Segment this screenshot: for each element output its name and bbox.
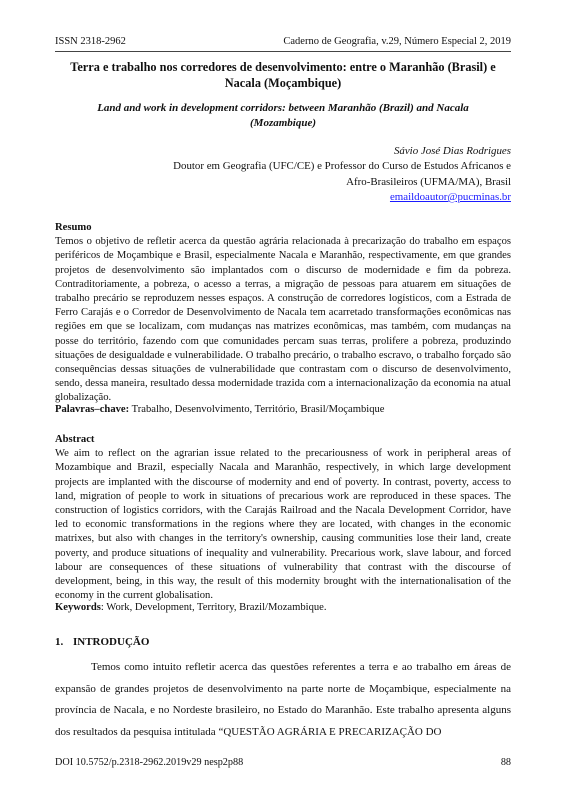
running-header bbox=[55, 36, 511, 47]
palavras-chave bbox=[55, 403, 511, 417]
doi: DOI 10.5752/p.2318-2962.2019v29 nesp2p88 bbox=[55, 757, 244, 768]
keywords-text: : Work, Development, Territory, Brazil/Mozambique. bbox=[100, 602, 327, 613]
section-number: 1. bbox=[55, 636, 64, 648]
page-number: 88 bbox=[500, 757, 511, 768]
resumo-text: Temos o objetivo de refletir acerca da questão agrária relacionada à precarização do trabalho em espaços periféricos de Moçambique e Brasil, especialmente Nacala e Maranhão, respectivamente, em que grandes projetos de desenvolvimento são implantados com o discurso de modernidade e fim da pobreza. Contraditoriamente, a pobreza, o acesso a terras, a migração de pessoas para atuarem em situações de trabalho precário se reproduzem nesses espaços. A construção de corredores logísticos, com a Estrada de Ferro Carajás e o Corredor de Desenvolvimento de Nacala tem acarretado transformações econômicas nas regiões em que se localizam, com mudanças nas matrizes econômicas, mas também, com mudanças na posse do território, fazendo com que comunidades percam suas terras, prolifere a pobreza, produzindo situações de desigualdade e vulnerabilidade. O trabalho precário, o trabalho escravo, o trabalho forçado são consequências dessas situações de vulnerabilidade que contrastam com o discurso de desenvolvimento, sendo, dessa maneira, resultado dessa modernidade trazida com a internacionalização da economia na atual globalização. bbox=[55, 236, 511, 404]
resumo-section bbox=[55, 221, 511, 406]
section-title: INTRODUÇÃO bbox=[73, 636, 150, 648]
abstract-section bbox=[55, 433, 511, 603]
author-block bbox=[91, 144, 511, 205]
resumo-heading: Resumo bbox=[55, 222, 92, 233]
abstract-text: We aim to reflect on the agrarian issue related to the precariousness of work in peripheral areas of Mozambique and Brazil, especially Nacala and Maranhão, respectively, in which large development projects are implanted with the discourse of modernity and end of poverty. In contrast, poverty, access to land, migration of people to work in situations of precarious work are reproduced in these spaces. The construction of logistics corridors, with the Carajás Railroad and the Nacala Development Corridor, have led to economic transformations in the regions where they are located, with changes in the economic matrixes, but also with changes in the territory's ownership, causing communities lose their land, create poverty, and produce situations of inequality and vulnerability. Precarious work, slave labour, and forced labour are consequences of these situations of vulnerability that contrast with the discourse of development, being, in this way, the result of this modernity brought with the internationalisation of the economy in the current globalisation. bbox=[55, 448, 511, 602]
issn: ISSN 2318-2962 bbox=[55, 36, 126, 47]
author-email-link[interactable]: emaildoautor@pucminas.br bbox=[389, 190, 511, 203]
keywords bbox=[55, 601, 511, 615]
author-affiliation-line-2: Afro-Brasileiros (UFMA/MA), Brasil bbox=[346, 175, 511, 188]
header-rule bbox=[55, 51, 511, 52]
page-footer bbox=[55, 757, 511, 768]
abstract-heading: Abstract bbox=[55, 434, 95, 445]
palavras-chave-label: Palavras–chave: bbox=[55, 404, 130, 415]
article-title: Terra e trabalho nos corredores de desenvolvimento: entre o Maranhão (Brasil) e Nacala (Moçambique) bbox=[70, 60, 496, 90]
introduction-paragraph: Temos como intuito refletir acerca das questões referentes a terra e ao trabalho em áreas de expansão de grandes projetos de desenvolvimento na parte norte de Moçambique, especialmente na província de Nacala, e no Nordeste brasileiro, no Estado do Maranhão. Este trabalho apresenta alguns dos resultados da pesquisa intitulada “QUESTÃO AGRÁRIA E PRECARIZAÇÃO DO bbox=[55, 661, 511, 738]
article-subtitle-english: Land and work in development corridors: between Maranhão (Brazil) and Nacala (Mozambique) bbox=[97, 102, 469, 129]
palavras-chave-text: Trabalho, Desenvolvimento, Território, Brasil/Moçambique bbox=[129, 404, 385, 415]
author-name: Sávio José Dias Rodrigues bbox=[393, 145, 511, 157]
introduction-heading bbox=[55, 636, 149, 648]
author-affiliation-line-1: Doutor em Geografia (UFC/CE) e Professor do Curso de Estudos Africanos e bbox=[173, 160, 511, 173]
journal-citation: Caderno de Geografia, v.29, Número Especial 2, 2019 bbox=[283, 36, 511, 47]
keywords-label: Keywords bbox=[55, 602, 101, 613]
